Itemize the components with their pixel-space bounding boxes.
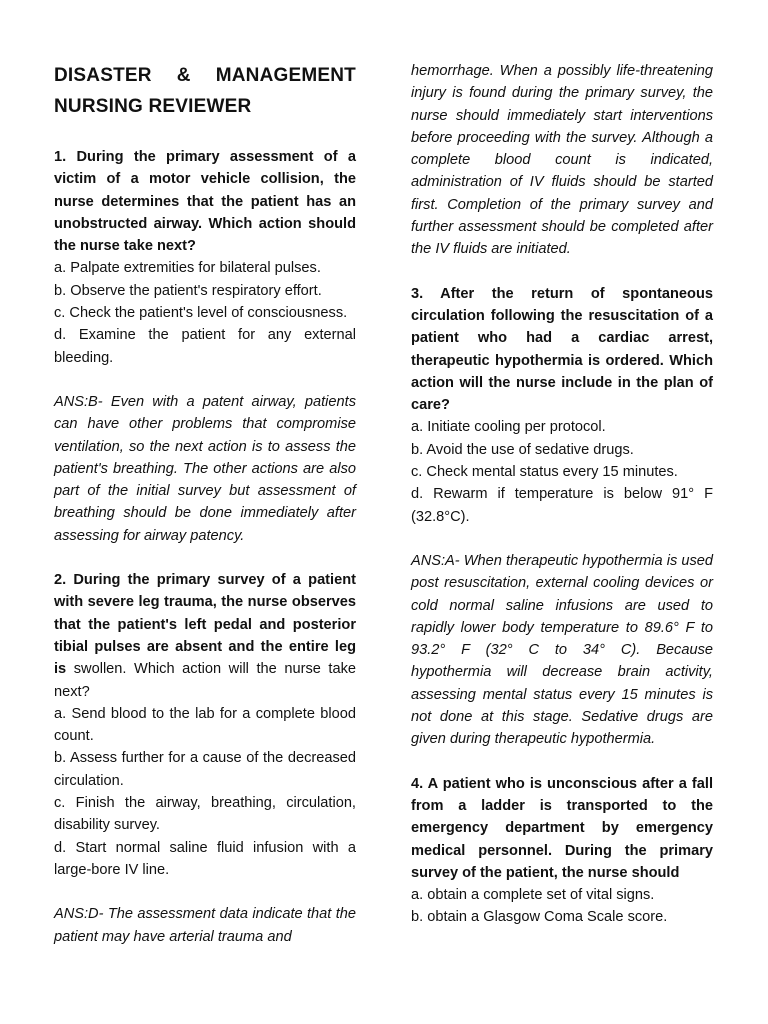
question-2-answer-part-2: hemorrhage. When a possibly life-threatening injury is found during the primary survey, the nurse should immediately start interventions before proceeding with the survey. Although a complete blood count is indicated, administration of IV fluids should be started first. Completion of the primary survey and further assessment should be completed after the IV fluids are initiated. — [411, 63, 713, 258]
question-1 — [54, 146, 356, 547]
question-1-option-c: c. Check the patient's level of consciousness. — [54, 305, 348, 322]
page-title: DISASTER & MANAGEMENT NURSING REVIEWER — [54, 65, 356, 117]
question-4-option-b: b. obtain a Glasgow Coma Scale score. — [411, 909, 668, 926]
question-4-stem: 4. A patient who is unconscious after a fall from a ladder is transported to the emergency department by emergency medical personnel. During the primary survey of the patient, the nurse should — [411, 775, 713, 881]
question-3-stem: 3. After the return of spontaneous circulation following the resuscitation of a patient who had a cardiac arrest, therapeutic hypothermia is ordered. Which action will the nurse include in the plan of care? — [411, 285, 713, 414]
question-3-option-d: d. Rewarm if temperature is below 91° F (32.8°C). — [411, 486, 713, 525]
question-3 — [411, 283, 713, 751]
question-3-option-c: c. Check mental status every 15 minutes. — [411, 464, 678, 481]
question-2-option-d: d. Start normal saline fluid infusion with a large-bore IV line. — [54, 839, 356, 878]
question-1-answer: ANS:B- Even with a patent airway, patients can have other problems that compromise ventilation, so the next action is to assess the patient's breathing. The other actions are also part of the initial survey but assessment of breathing should be done immediately after assessing for airway patency. — [54, 393, 356, 544]
question-2-option-c: c. Finish the airway, breathing, circulation, disability survey. — [54, 795, 356, 834]
question-4-option-a: a. obtain a complete set of vital signs. — [411, 887, 655, 904]
question-1-stem: 1. During the primary assessment of a victim of a motor vehicle collision, the nurse determines that the patient has an unobstructed airway. Which action should the nurse take next? — [54, 149, 356, 255]
question-3-answer: ANS:A- When therapeutic hypothermia is used post resuscitation, external cooling devices or cold normal saline infusions are used to rapidly lower body temperature to 89.6° F to 93.2° F (32° C to 34° C). Because hypothermia will decrease brain activity, assessing mental status every 15 minutes is not done at this stage. Sedative drugs are given during therapeutic hypothermia. — [411, 552, 713, 748]
spacer — [411, 261, 713, 283]
spacer — [411, 751, 713, 773]
question-2-stem-bold: 2. During the primary survey of a patient with severe leg trauma, the nurse observes that the patient's left pedal and posterior tibial pulses are absent and the entire leg is — [54, 572, 356, 678]
question-3-option-a: a. Initiate cooling per protocol. — [411, 419, 606, 436]
question-1-option-a: a. Palpate extremities for bilateral pulses. — [54, 260, 321, 277]
right-column — [411, 60, 713, 929]
question-2 — [54, 569, 356, 948]
question-3-option-b: b. Avoid the use of sedative drugs. — [411, 441, 634, 458]
question-2-option-b: b. Assess further for a cause of the decreased circulation. — [54, 750, 356, 789]
question-2-stem-rest: swollen. Which action will the nurse take next? — [54, 661, 357, 700]
question-2-stem — [54, 569, 356, 703]
question-2-option-a: a. Send blood to the lab for a complete blood count. — [54, 705, 356, 745]
question-1-option-d: d. Examine the patient for any external bleeding. — [54, 327, 356, 366]
spacer — [54, 547, 356, 569]
question-2-answer-part-1: ANS:D- The assessment data indicate that the patient may have arterial trauma and — [54, 906, 356, 945]
left-column — [54, 60, 356, 948]
question-4 — [411, 773, 713, 929]
question-1-option-b: b. Observe the patient's respiratory effort. — [54, 282, 322, 299]
